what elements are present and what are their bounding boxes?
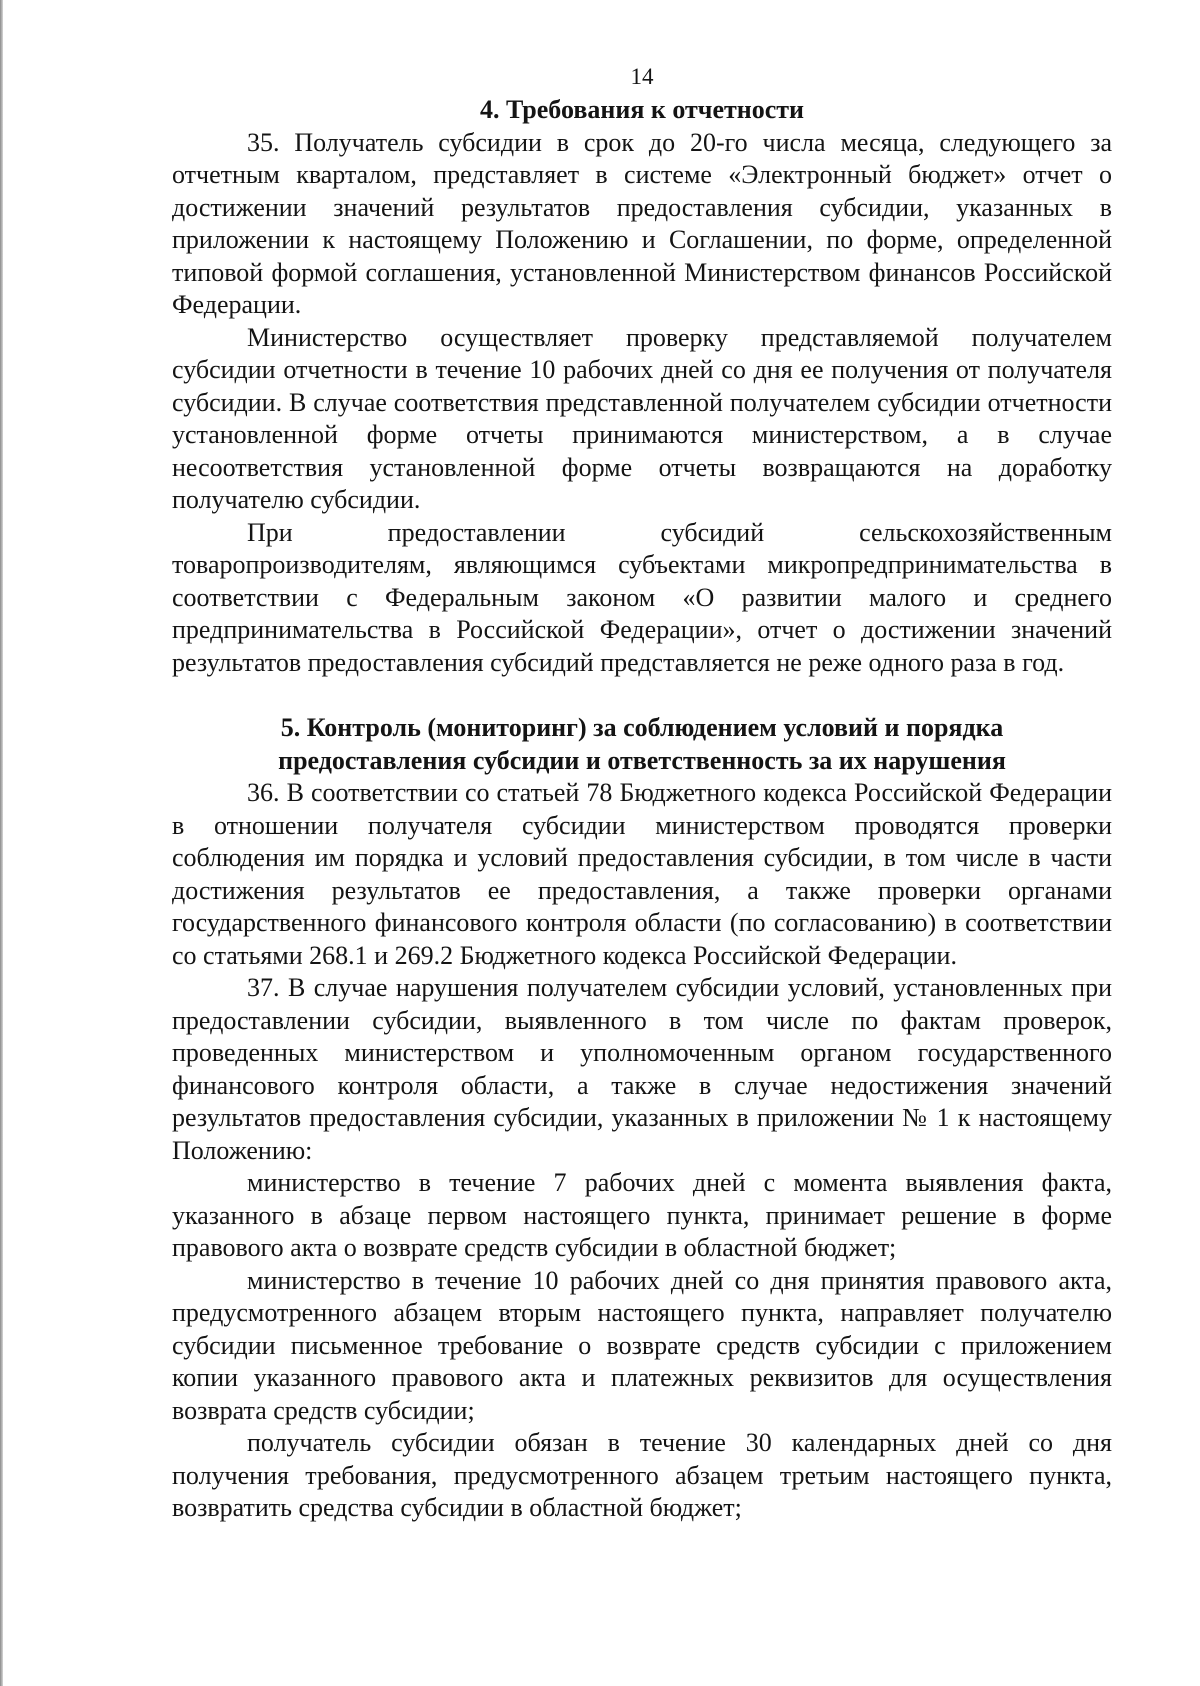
paragraph-37: 37. В случае нарушения получателем субсидии условий, установленных при предоставлении субсидии, выявленного в том числе по фактам проверок, проведенных министерством и уполномоченным органом государственного финансового контроля области, а также в случае недостижения значений результатов предоставления субсидии, указанных в приложении № 1 к настоящему Положению: [172,973,1112,1165]
paragraph-micro-enterprise: При предоставлении субсидий сельскохозяйственным товаропроизводителям, являющимся субъектами микропредпринимательства в соответствии с Федеральным законом «О развитии малого и среднего предпринимательства в Российской Федерации», отчет о достижении значений результатов предоставления субсидий представляется не реже одного раза в год. [172,517,1112,677]
scan-edge [0,0,3,1686]
document-page [172,62,1112,1525]
section-5-heading-line-2: предоставления субсидии и ответственность за их нарушения [278,745,1006,775]
paragraph-37-item-2: министерство в течение 10 рабочих дней со дня принятия правового акта, предусмотренного абзацем вторым настоящего пункта, направляет получателю субсидии письменное требование о возврате средств субсидии с приложением копии указанного правового акта и платежных реквизитов для осуществления возврата средств субсидии; [172,1265,1112,1425]
paragraph-ministry-check: Министерство осуществляет проверку представляемой получателем субсидии отчетности в течение 10 рабочих дней со дня ее получения от получателя субсидии. В случае соответствия представленной получателем субсидии отчетности установленной форме отчеты принимаются министерством, а в случае несоответствия установленной форме отчеты возвращаются на доработку получателю субсидии. [172,322,1112,514]
section-4-heading: 4. Требования к отчетности [479,95,805,124]
paragraph-37-item-1: министерство в течение 7 рабочих дней с момента выявления факта, указанного в абзаце первом настоящего пункта, принимает решение в форме правового акта о возврате средств субсидии в областной бюджет; [172,1168,1112,1262]
page-number: 14 [630,64,654,89]
paragraph-36: 36. В соответствии со статьей 78 Бюджетного кодекса Российской Федерации в отношении получателя субсидии министерством проводятся проверки соблюдения им порядка и условий предоставления субсидии, в том числе в части достижения результатов ее предоставления, а также проверки органами государственного финансового контроля области (по согласованию) в соответствии со статьями 268.1 и 269.2 Бюджетного кодекса Российской Федерации. [172,778,1112,970]
section-5-heading-line-1: 5. Контроль (мониторинг) за соблюдением условий и порядка [280,713,1004,742]
paragraph-37-item-3: получатель субсидии обязан в течение 30 календарных дней со дня получения требования, предусмотренного абзацем третьим настоящего пункта, возвратить средства субсидии в областной бюджет; [172,1428,1112,1522]
paragraph-35: 35. Получатель субсидии в срок до 20-го числа месяца, следующего за отчетным кварталом, представляет в системе «Электронный бюджет» отчет о достижении значений результатов предоставления субсидии, указанных в приложении к настоящему Положению и Соглашении, по форме, определенной типовой формой соглашения, установленной Министерством финансов Российской Федерации. [172,127,1112,319]
